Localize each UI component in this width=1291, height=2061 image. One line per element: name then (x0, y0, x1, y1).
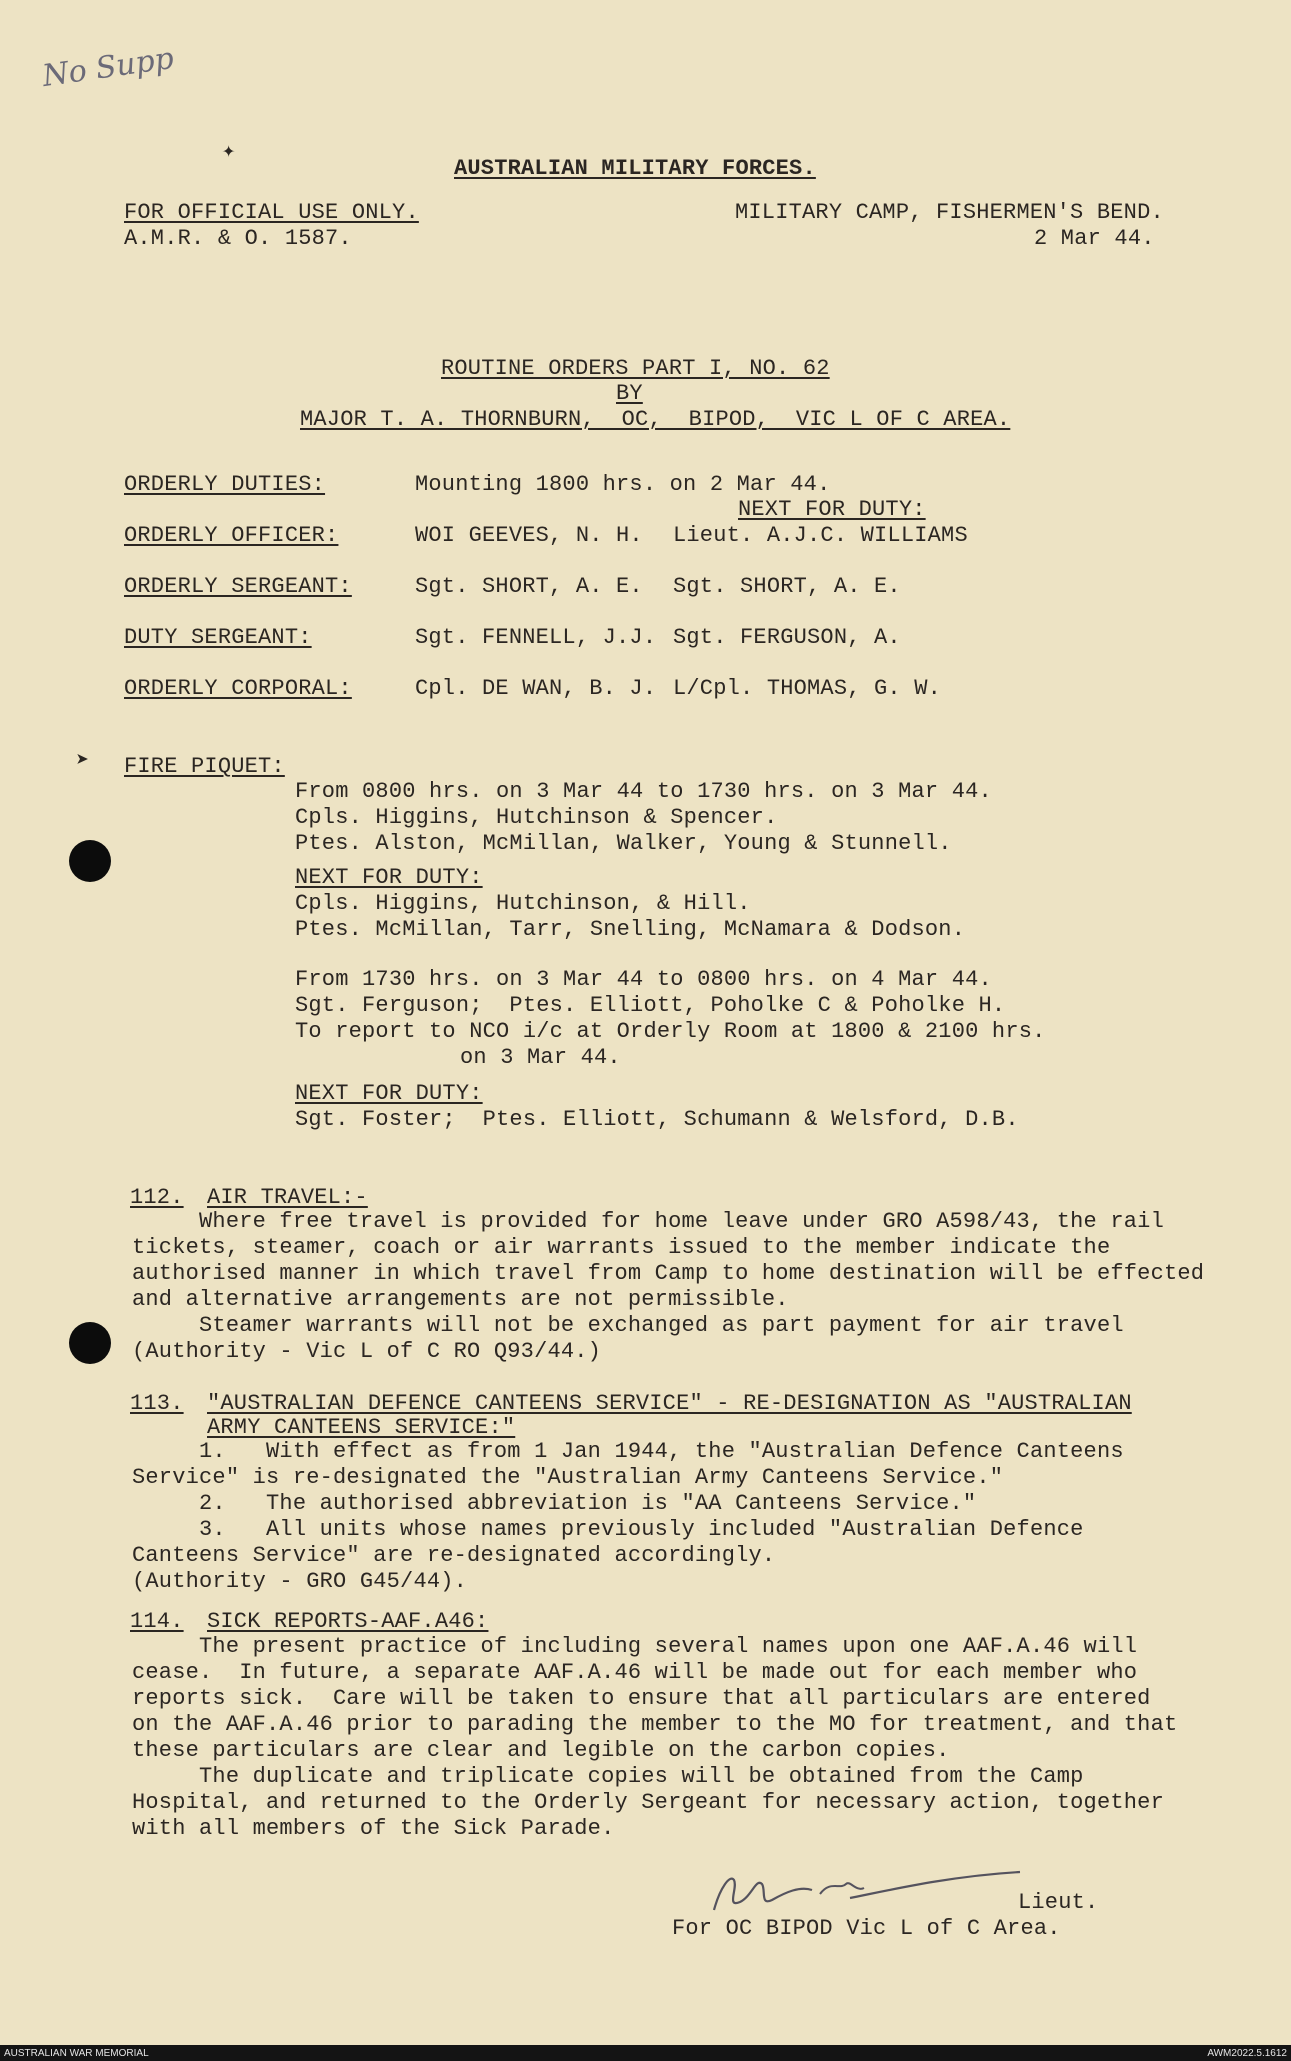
paragraph-line: 1. With effect as from 1 Jan 1944, the "Australian Defence Canteens (132, 1439, 1124, 1464)
item-number: 114. (130, 1609, 184, 1634)
piquet-text: Cpls. Higgins, Hutchinson & Spencer. (295, 805, 778, 830)
footer-institution: AUSTRALIAN WAR MEMORIAL (4, 2048, 149, 2059)
item-heading: "AUSTRALIAN DEFENCE CANTEENS SERVICE" - RE-DESIGNATION AS "AUSTRALIAN (207, 1391, 1132, 1416)
duty-row-current: WOI GEEVES, N. H. (415, 523, 643, 548)
next-for-duty-label: NEXT FOR DUTY: (295, 1081, 483, 1106)
paragraph-line: Canteens Service" are re-designated accordingly. (132, 1543, 776, 1568)
paragraph-line: Service" is re-designated the "Australian Army Canteens Service." (132, 1465, 1004, 1490)
item-heading: ARMY CANTEENS SERVICE:" (207, 1415, 516, 1440)
duty-row-label: ORDERLY OFFICER: (124, 523, 339, 548)
piquet-text: Cpls. Higgins, Hutchinson, & Hill. (295, 891, 751, 916)
regulation-ref: A.M.R. & O. 1587. (124, 226, 352, 251)
duty-row-next: Sgt. SHORT, A. E. (673, 574, 901, 599)
next-for-duty-label: NEXT FOR DUTY: (295, 865, 483, 890)
paragraph-line: The duplicate and triplicate copies will be obtained from the Camp (132, 1764, 1084, 1789)
paragraph-line: cease. In future, a separate AAF.A.46 will be made out for each member who (132, 1660, 1138, 1685)
piquet-text: To report to NCO i/c at Orderly Room at 1800 & 2100 hrs. (295, 1019, 1046, 1044)
item-number: 112. (130, 1185, 184, 1210)
paragraph-line: and alternative arrangements are not permissible. (132, 1287, 789, 1312)
paragraph-line: Hospital, and returned to the Orderly Sergeant for necessary action, together (132, 1790, 1164, 1815)
signature-rank: Lieut. (1018, 1890, 1099, 1915)
ink-mark: ➤ (76, 749, 90, 774)
piquet-text: From 1730 hrs. on 3 Mar 44 to 0800 hrs. on 4 Mar 44. (295, 967, 992, 992)
date: 2 Mar 44. (1034, 226, 1155, 251)
signature-for-line: For OC BIPOD Vic L of C Area. (672, 1916, 1061, 1941)
handwritten-note: No Supp (40, 40, 176, 95)
paragraph-line: authorised manner in which travel from Camp to home destination will be effected (132, 1261, 1205, 1286)
duty-row-current: Cpl. DE WAN, B. J. (415, 676, 657, 701)
paragraph-line: The present practice of including several names upon one AAF.A.46 will (132, 1634, 1138, 1659)
location: MILITARY CAMP, FISHERMEN'S BEND. (735, 200, 1164, 225)
classification: FOR OFFICIAL USE ONLY. (124, 200, 419, 225)
piquet-text: From 0800 hrs. on 3 Mar 44 to 1730 hrs. on 3 Mar 44. (295, 779, 992, 804)
paragraph-line: tickets, steamer, coach or air warrants issued to the member indicate the (132, 1235, 1111, 1260)
orders-by: BY (616, 381, 643, 406)
piquet-text: Sgt. Ferguson; Ptes. Elliott, Poholke C & Poholke H. (295, 993, 1006, 1018)
paragraph-line: 2. The authorised abbreviation is "AA Canteens Service." (132, 1491, 977, 1516)
next-for-duty-heading: NEXT FOR DUTY: (738, 497, 926, 522)
paragraph-line: these particulars are clear and legible on the carbon copies. (132, 1738, 950, 1763)
paragraph-line: on the AAF.A.46 prior to parading the member to the MO for treatment, and that (132, 1712, 1178, 1737)
paragraph-line: (Authority - Vic L of C RO Q93/44.) (132, 1339, 602, 1364)
punch-hole (69, 840, 111, 882)
orderly-duties-label: ORDERLY DUTIES: (124, 472, 326, 497)
duty-row-next: L/Cpl. THOMAS, G. W. (673, 676, 942, 701)
piquet-text: Ptes. McMillan, Tarr, Snelling, McNamara & Dodson. (295, 917, 966, 942)
duty-row-current: Sgt. SHORT, A. E. (415, 574, 643, 599)
footer-accession: AWM2022.5.1612 (1207, 2048, 1287, 2059)
piquet-text: Ptes. Alston, McMillan, Walker, Young & Stunnell. (295, 831, 952, 856)
duty-row-next: Lieut. A.J.C. WILLIAMS (673, 523, 968, 548)
item-heading: AIR TRAVEL:- (207, 1185, 368, 1210)
paragraph-line: with all members of the Sick Parade. (132, 1816, 615, 1841)
piquet-text: Sgt. Foster; Ptes. Elliott, Schumann & Welsford, D.B. (295, 1107, 1019, 1132)
paragraph-line: reports sick. Care will be taken to ensure that all particulars are entered (132, 1686, 1151, 1711)
punch-hole (69, 1322, 111, 1364)
duty-row-label: DUTY SERGEANT: (124, 625, 312, 650)
paragraph-line: Where free travel is provided for home leave under GRO A598/43, the rail (132, 1209, 1164, 1234)
duty-row-current: Sgt. FENNELL, J.J. (415, 625, 657, 650)
fire-piquet-label: FIRE PIQUET: (124, 754, 285, 779)
orders-commander: MAJOR T. A. THORNBURN, OC, BIPOD, VIC L OF C AREA. (300, 407, 1011, 432)
orders-title: ROUTINE ORDERS PART I, NO. 62 (441, 356, 830, 381)
paragraph-line: 3. All units whose names previously included "Australian Defence (132, 1517, 1084, 1542)
duty-row-label: ORDERLY SERGEANT: (124, 574, 352, 599)
duty-row-next: Sgt. FERGUSON, A. (673, 625, 901, 650)
item-number: 113. (130, 1391, 184, 1416)
paragraph-line: (Authority - GRO G45/44). (132, 1569, 468, 1594)
ink-mark: ✦ (222, 139, 236, 164)
mounting-time: Mounting 1800 hrs. on 2 Mar 44. (415, 472, 831, 497)
duty-row-label: ORDERLY CORPORAL: (124, 676, 352, 701)
piquet-text: on 3 Mar 44. (460, 1045, 621, 1070)
document-title: AUSTRALIAN MILITARY FORCES. (454, 156, 816, 181)
paragraph-line: Steamer warrants will not be exchanged as part payment for air travel (132, 1313, 1124, 1338)
item-heading: SICK REPORTS-AAF.A46: (207, 1609, 489, 1634)
